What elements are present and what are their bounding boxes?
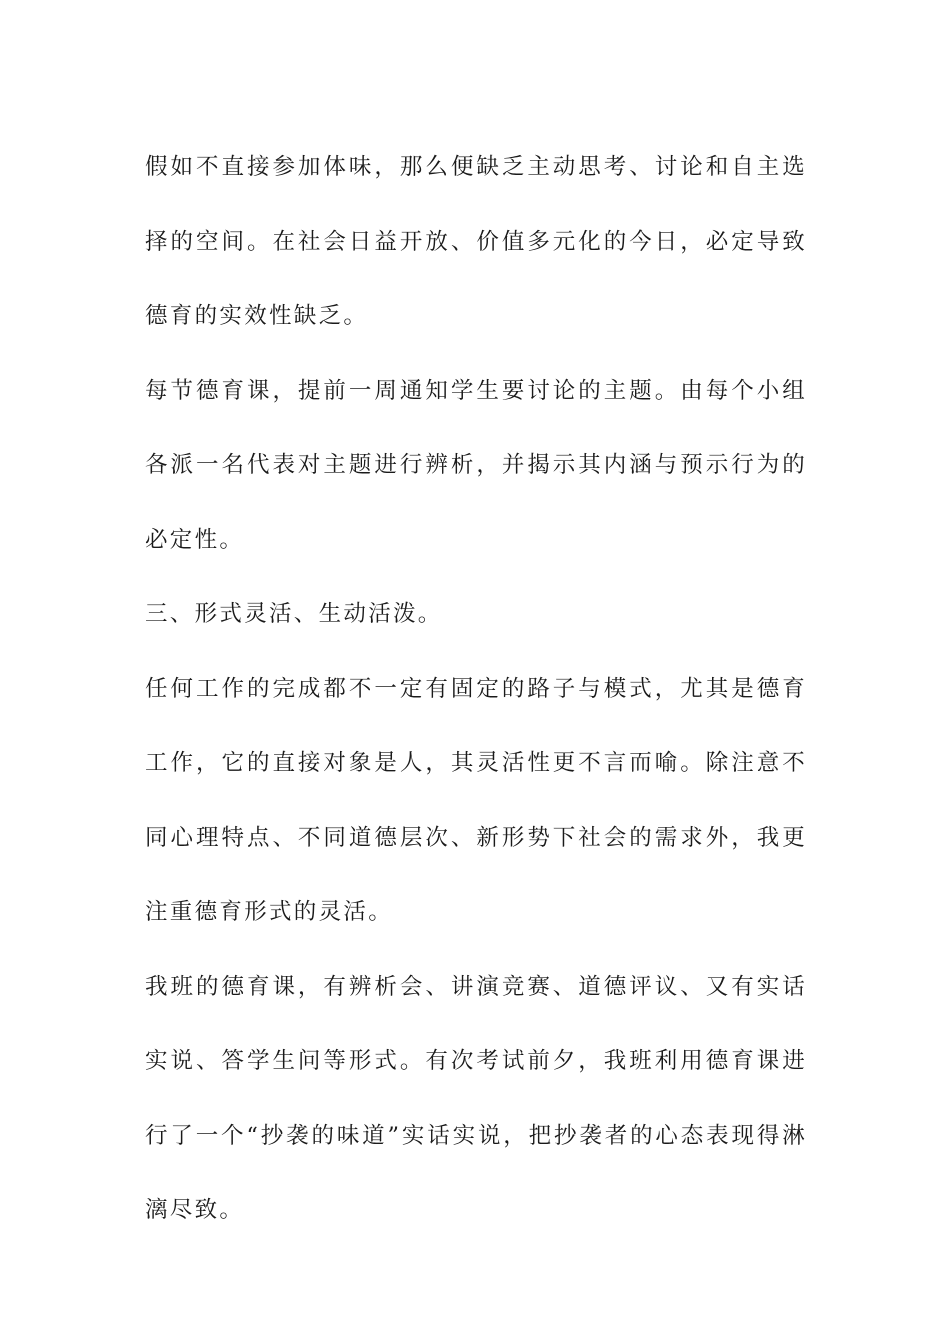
paragraph-1: 假如不直接参加体味，那么便缺乏主动思考、讨论和自主选择的空间。在社会日益开放、价值多元化的今日，必定导致德育的实效性缺乏。 <box>145 154 807 329</box>
paragraph-2: 每节德育课，提前一周通知学生要讨论的主题。由每个小组各派一名代表对主题进行辨析，并揭示其内涵与预示行为的必定性。 <box>145 377 807 553</box>
paragraph-4: 我班的德育课，有辨析会、讲演竞赛、道德评议、又有实话实说、答学生问等形式。有次考试前夕，我班利用德育课进行了一个“抄袭的味道”实话实说，把抄袭者的心态表现得淋漓尽致。 <box>145 973 807 1223</box>
document-body <box>145 130 807 1248</box>
section-heading: 三、形式灵活、生动活泼。 <box>145 601 443 627</box>
paragraph-3: 任何工作的完成都不一定有固定的路子与模式，尤其是德育工作，它的直接对象是人，其灵活性更不言而喻。除注意不同心理特点、不同道德层次、新形势下社会的需求外，我更注重德育形式的灵活。 <box>145 675 807 925</box>
